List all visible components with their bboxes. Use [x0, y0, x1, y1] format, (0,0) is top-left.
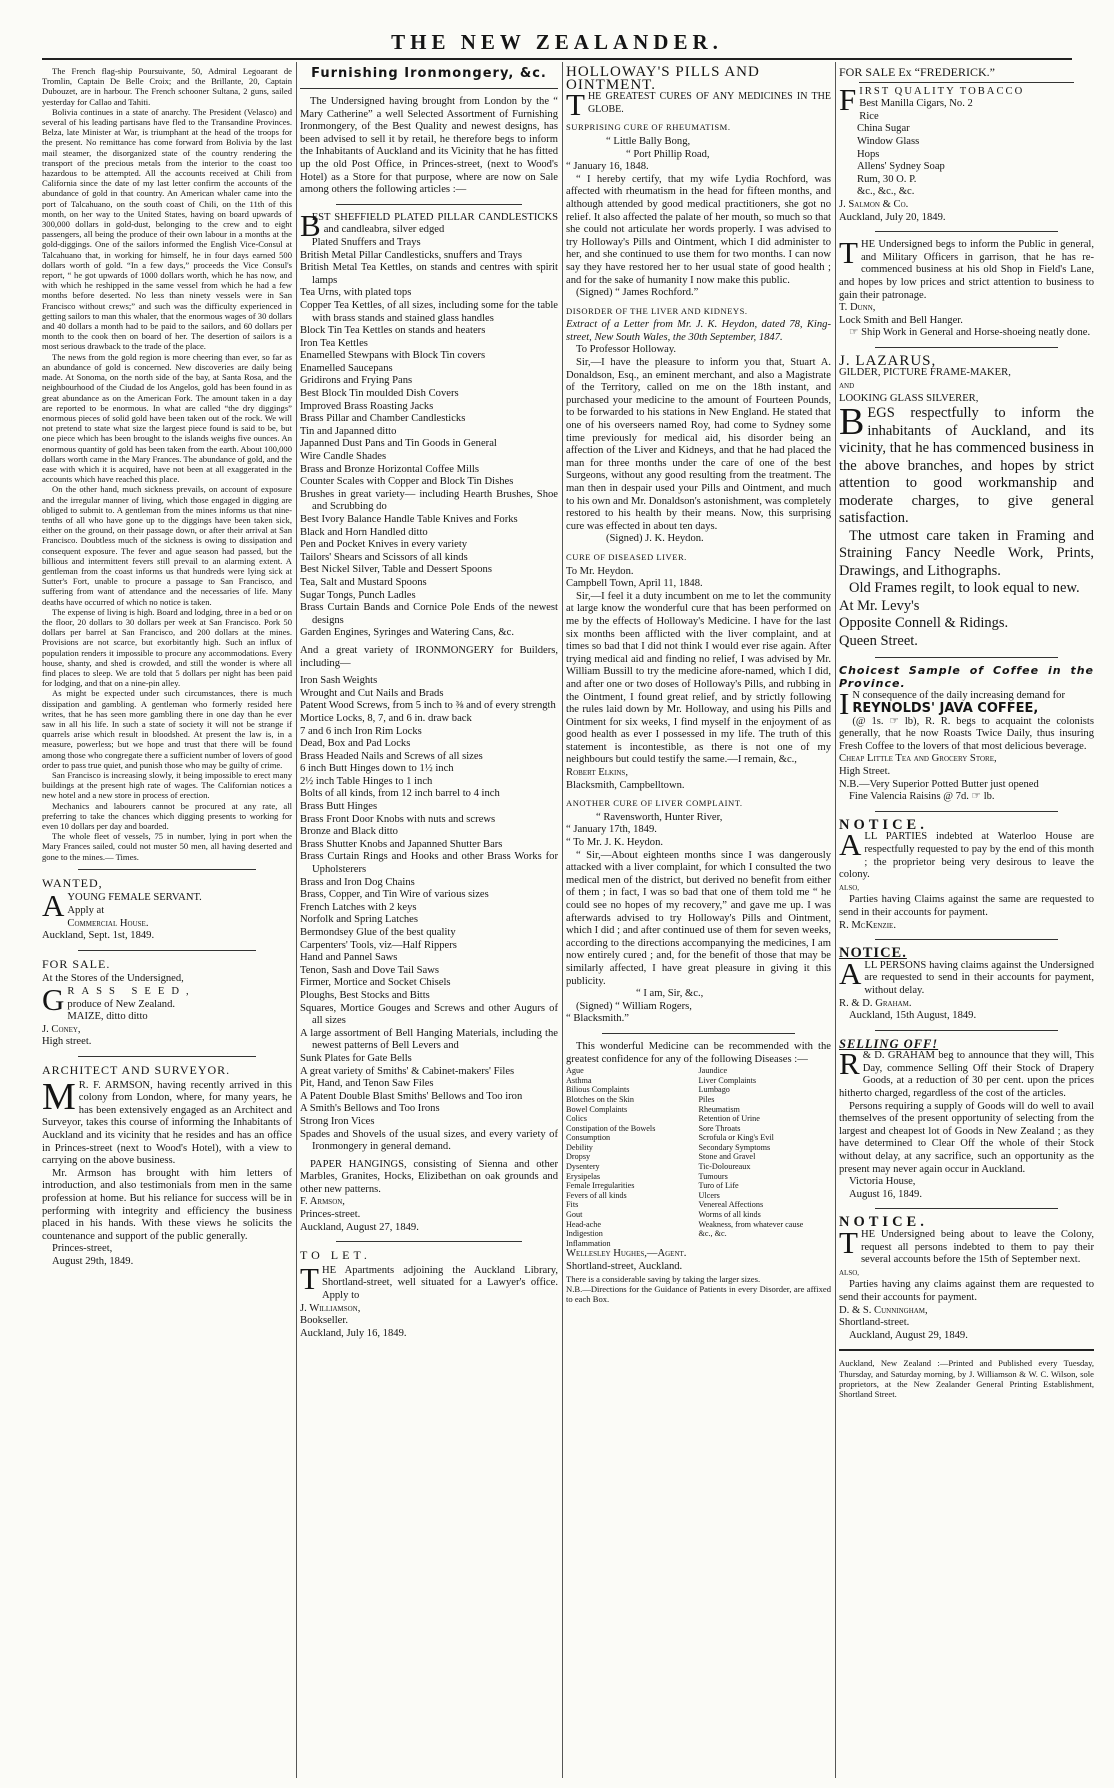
coffee-ad	[839, 665, 1094, 804]
ad-signature: T. Dunn,	[839, 302, 876, 314]
news-paragraph: The French flag-ship Poursuivante, 50, Admiral Legoarant de Tromlin, Captain De Belle Croix; and the Brillante, 20, Captain Dubouzet, are in harbour. The French schooner Sultana, 2 guns, sailed yesterday for Callao and Tahiti.	[42, 66, 292, 107]
product-name: REYNOLDS' JAVA COFFEE,	[852, 701, 1039, 717]
disease-item: Bowel Complaints	[566, 1104, 628, 1114]
list-item: Iron Tea Kettles	[300, 337, 368, 349]
ad-note: ☞ Ship Work in General and Horse-shoeing neatly done.	[849, 327, 1091, 339]
list-item: Window Glass	[857, 135, 920, 147]
ironmongery-ad	[300, 96, 558, 1234]
disease-item: Tic-Doloureaux	[698, 1162, 751, 1172]
list-item: 2½ inch Table Hinges to 1 inch	[300, 775, 433, 787]
list-item: Tea, Salt and Mustard Spoons	[300, 576, 427, 588]
letter-addressee: “ To Mr. J. K. Heydon.	[566, 837, 664, 849]
masthead: THE NEW ZEALANDER.	[391, 30, 723, 54]
disease-item: Dropsy	[566, 1152, 591, 1162]
locksmith-ad	[839, 235, 1094, 340]
divider	[602, 1033, 795, 1034]
drop-cap: F	[839, 81, 857, 117]
disease-item: &c., &c.	[698, 1229, 727, 1239]
ad-line: LOOKING GLASS SILVERER,	[839, 392, 979, 404]
ad-body: PAPER HANGINGS, consisting of Sienna and other Marbles, Granites, Hocks, Elizibethan on oak grounds and other new patterns.	[300, 1158, 558, 1195]
list-item: Copper Tea Kettles, of all sizes, including some for the table with brass stands and stained glass handles	[300, 299, 558, 324]
ad-title: FOR SALE.	[42, 956, 111, 971]
list-item: Firmer, Mortice and Socket Chisels	[300, 977, 451, 989]
ad-title: SELLING OFF!	[839, 1036, 939, 1051]
news-article	[42, 66, 292, 862]
list-item: Brass Curtain Bands and Cornice Pole Ends of the newest designs	[300, 602, 558, 626]
ad-signature: Bookseller.	[300, 1315, 348, 1327]
disease-item: Ague	[566, 1066, 584, 1076]
ad-line: RASS SEED,	[67, 986, 196, 997]
disease-item: Sore Throats	[698, 1123, 741, 1133]
divider	[875, 1030, 1058, 1031]
disease-item: Erysipelas	[566, 1171, 601, 1181]
ad-body: Parties having any claims against them are requested to send their accounts for payment.	[839, 1279, 1094, 1303]
disease-item: Inflammation	[566, 1238, 611, 1248]
disease-item: Indigestion	[566, 1229, 603, 1239]
list-item: Patent Wood Screws, from 5 inch to ⅜ and of every strength	[300, 700, 556, 712]
ad-line: ALSO,	[839, 883, 860, 892]
divider	[859, 82, 1074, 83]
disease-item: Retention of Urine	[698, 1114, 760, 1124]
column-2	[300, 66, 558, 1778]
list-item: Improved Brass Roasting Jacks	[300, 400, 434, 412]
divider	[336, 1241, 522, 1242]
list-item: Enamelled Saucepans	[300, 362, 393, 374]
divider	[78, 1056, 256, 1057]
list-item: Best Nickel Silver, Table and Dessert Spoons	[300, 564, 492, 576]
forsale-ad	[42, 958, 292, 1049]
list-item: Norfolk and Spring Latches	[300, 914, 418, 926]
ad-title: TO LET.	[300, 1248, 371, 1263]
selling-off-ad	[839, 1038, 1094, 1202]
ad-title: NOTICE.	[839, 1214, 928, 1231]
ad-title: J. LAZARUS,	[839, 352, 937, 369]
divider	[78, 950, 256, 951]
ad-line: High Street.	[839, 766, 891, 777]
list-item: Brass, Copper, and Tin Wire of various sizes	[300, 889, 489, 901]
section-head: SURPRISING CURE OF RHEUMATISM.	[566, 122, 731, 133]
ad-title: FOR SALE Ex “FREDERICK.”	[839, 66, 995, 79]
item-list	[300, 675, 558, 1154]
ad-body: HE Undersigned being about to leave the Colony, request all persons indebted to them to pay their several accounts before the 15th of September next.	[860, 1229, 1094, 1266]
list-item: Allens' Sydney Soap	[857, 161, 945, 173]
disease-item: Scrofula or King's Evil	[698, 1133, 774, 1143]
ad-signature: F. Armson,	[300, 1196, 345, 1208]
ad-line: At Mr. Levy's	[839, 597, 920, 614]
list-item: Pen and Pocket Knives in every variety	[300, 539, 468, 551]
disease-item: Ulcers	[698, 1190, 720, 1200]
address-line: Campbell Town, April 11, 1848.	[566, 578, 703, 590]
wanted-ad	[42, 877, 292, 943]
list-item: French Latches with 2 keys	[300, 901, 417, 913]
address-line: “ January 17th, 1849.	[566, 824, 657, 836]
ad-signature: J. Williamson,	[300, 1302, 361, 1314]
letter-signature: “ Blacksmith.”	[566, 1013, 629, 1025]
notice-graham	[839, 947, 1094, 1023]
ad-signature: Shortland-street.	[839, 1317, 910, 1329]
ad-body: Mr. Armson has brought with him letters of introduction, and also testimonials from men in the same profession at home. But his reliance for success will be in performing with integrity and efficiency the business placed in his hands. With these views he solicits the countenance and support of the public generally.	[42, 1167, 292, 1242]
drop-cap: M	[42, 1075, 76, 1118]
ad-line: Commercial House.	[67, 917, 149, 929]
ad-subtitle: HE GREATEST CURES OF ANY MEDICINES IN THE GLOBE.	[587, 91, 831, 115]
list-item: &c., &c., &c.	[857, 186, 915, 198]
ad-title: ARCHITECT AND SURVEYOR.	[42, 1062, 231, 1077]
ad-line: AND	[839, 382, 855, 391]
section-head: DISORDER OF THE LIVER AND KIDNEYS.	[566, 305, 748, 316]
disease-item: Turo of Life	[698, 1181, 739, 1191]
address-line: “ Port Phillip Road,	[626, 148, 710, 160]
ad-line: Apply at	[67, 905, 105, 917]
ad-line: Princes-street,	[52, 1243, 113, 1255]
ad-body: N consequence of the daily increasing demand for	[852, 690, 1066, 702]
list-item: Garden Engines, Syringes and Watering Cans, &c.	[300, 627, 515, 639]
list-item: Gridirons and Frying Pans	[300, 375, 413, 387]
letter-addressee: To Mr. Heydon.	[566, 565, 634, 577]
address-line: “ Little Bally Bong,	[606, 135, 691, 147]
ad-line: Fine Valencia Raisins @ 7d. ☞ lb.	[849, 791, 995, 803]
list-item: Dead, Box and Pad Locks	[300, 738, 411, 750]
drop-cap: G	[42, 982, 65, 1017]
list-item: Strong Iron Vices	[300, 1115, 375, 1127]
ad-line: IRST QUALITY TOBACCO	[859, 85, 1025, 97]
letter-body: “ I hereby certify, that my wife Lydia Rochford, was affected with rheumatism in the head for fifteen months, and although attended by good medical practitioners, she got no relief. It also affected the palate of her mouth, so much so that she could not articulate her words properly. I was advised to try Holloway's Pills and Ointment, which I did administer to her, and she continued to use them for two months. I can now say they have restored her to her usual state of good health ; and for the sake of humanity I now make this public.	[566, 173, 831, 286]
ad-date: Auckland, Sept. 1st, 1849.	[42, 930, 155, 942]
lazarus-body	[839, 401, 1094, 650]
list-item: Wrought and Cut Nails and Brads	[300, 687, 444, 699]
drop-cap: B	[839, 401, 865, 444]
ad-signature: R. McKenzie.	[839, 919, 896, 931]
drop-cap: R	[839, 1046, 860, 1082]
column-divider	[296, 62, 297, 1778]
list-item: Block Tin Tea Kettles on stands and heaters	[300, 325, 486, 337]
list-item: Ploughs, Best Stocks and Bitts	[300, 989, 430, 1001]
disease-item: Worms of all kinds	[698, 1210, 761, 1220]
notice-cunningham	[839, 1216, 1094, 1342]
drop-cap: T	[839, 1225, 858, 1260]
column-3	[566, 66, 831, 1778]
disease-item: Fevers of all kinds	[566, 1190, 627, 1200]
news-paragraph: The whole fleet of vessels, 75 in number, lying in port when the Mary Frances sailed, could not muster 50 men, all having deserted and gone to the mines.— Times.	[42, 831, 292, 862]
address-line: “ Ravensworth, Hunter River,	[596, 811, 723, 823]
news-paragraph: Mechanics and labourers cannot be procured at any rate, all preferring to take the chances which digging presents to working for even 10 dollars per day and boarded.	[42, 800, 292, 832]
ad-line: GILDER, PICTURE FRAME-MAKER,	[839, 367, 1011, 379]
list-item: Spades and Shovels of the usual sizes, and every variety of Ironmongery in general demand.	[300, 1128, 558, 1153]
address-line: “ January 16, 1848.	[566, 161, 649, 173]
list-item: British Metal Tea Kettles, on stands and centres with spirit lamps	[300, 262, 558, 286]
list-item: Brass Pillar and Chamber Candlesticks	[300, 413, 466, 425]
list-item: China Sugar	[857, 123, 910, 135]
ad-line: N.B.—Very Superior Potted Butter just opened	[839, 778, 1039, 790]
list-item: British Metal Pillar Candlesticks, snuffers and Trays	[300, 249, 522, 261]
ad-body: The Undersigned having brought from London by the “ Mary Catherine” a well Selected Assortment of Furnishing Ironmongery, of the Best Quality and newest designs, has been advised to sell it by retail, he therefore begs to inform the Inhabitants of Auckland and its Vicinity that he has fitted up the old Post Office, in Princes-street, (next to Wood's Hotel) as a Store for that purpose, where are now on Sale among others the following articles :—	[300, 96, 558, 196]
ad-title: HOLLOWAY'S PILLS AND	[566, 66, 760, 80]
agent-signature: Wellesley Hughes,—Agent.	[566, 1248, 687, 1260]
item-list	[300, 207, 558, 640]
list-item: Sugar Tongs, Punch Ladles	[300, 589, 416, 601]
ad-title: Furnishing Ironmongery, &c.	[311, 66, 547, 81]
list-item: Hops	[857, 148, 880, 160]
ad-body: EGS respectfully to inform the inhabitants of Auckland, and its vicinity, that he has commenced business in the above branches, and hopes by strict attention to good workmanship and moderate charges, to give general satisfaction.	[839, 405, 1094, 527]
disease-item: Secondary Symptoms	[698, 1142, 771, 1152]
notice-waterloo	[839, 816, 1094, 932]
divider	[336, 204, 522, 205]
ad-body: Persons requiring a supply of Goods will do well to avail themselves of the present opportunity of selecting from the largest and cheapest lot of Goods in New Zealand ; as they have determined to Clear Off the whole of their Stock without delay, at any sacrifice, such an opportunity as the present may never again occur in Auckland.	[839, 1100, 1094, 1175]
list-item: Best Manilla Cigars, No. 2	[859, 98, 973, 110]
drop-cap: B	[300, 207, 321, 243]
ad-title: OINTMENT.	[566, 76, 656, 93]
divider	[875, 811, 1058, 812]
ad-signature: J. Salmon & Co.	[839, 198, 909, 210]
holloway-ad	[566, 66, 831, 1304]
letter-body: Sir,—I have the pleasure to inform you that, Stuart A. Donaldson, Esq., an eminent merchant, and also a Magistrate of the Territory, called on me on the 18th instant, and purchased your medicine to the amount of Fourteen Pounds, to be forwarded to his stations in New England. He stated that one of his overseers named Roy, had come to Sydney some time previously for medical aid, his disorder being an affection of the Liver and Kidneys, and that he had placed the man for three months under the care of one of the best Surgeons, without any good resulting from the treatment. The man then in despair used your Pills and Ointment, and much to his own and Mr. Donaldson's astonishment, was completely restored to his health by their means. Now, this surprising cure was effected in about ten days.	[566, 357, 831, 532]
list-item: Brass and Bronze Horizontal Coffee Mills	[300, 463, 479, 475]
tobacco-ad	[839, 66, 1094, 224]
list-item: Best Block Tin moulded Dish Covers	[300, 388, 459, 400]
disease-item: Consumption	[566, 1133, 611, 1143]
ad-line: Cheap Little Tea and Grocery Store,	[839, 753, 997, 765]
disease-item: Piles	[698, 1094, 715, 1104]
drop-cap: A	[839, 955, 862, 991]
ad-note: N.B.—Directions for the Guidance of Patients in every Disorder, are affixed to each Box.	[566, 1283, 831, 1304]
ad-date: August 16, 1849.	[849, 1188, 922, 1200]
section-head: CURE OF DISEASED LIVER.	[566, 551, 687, 562]
lazarus-ad	[839, 352, 1094, 650]
list-item: Carpenters' Tools, viz—Half Rippers	[300, 939, 457, 951]
disease-item: Venereal Affections	[698, 1200, 764, 1210]
section-head: ANOTHER CURE OF LIVER COMPLAINT.	[566, 798, 743, 809]
news-paragraph: San Francisco is increasing slowly, it being impossible to erect many buildings at the present high rate of wages. The Californian notices a new hotel and a new store in process of erection.	[42, 770, 292, 801]
ad-body: HE Undersigned begs to inform the Public in general, and Military Officers in garrison, that he has re-commenced business at his old Shop in Field's Lane, and hopes by low prices and strict attention to business to gain their patronage.	[839, 239, 1094, 301]
letter-body: “ Sir,—About eighteen months since I was dangerously attacked with a liver complaint, for which I consulted the two medical men of the district, but derived no benefit from either of them ; in fact, I was so bad that one of them told me “ he could see no hopes of my recovery,” and gave me up. I was afterwards advised to try Holloway's Pills and Ointment, which I did ; and after continued use of them for seven weeks, according to the directions accompanying the medicines, I am now entirely cured ; and, for the benefit of those that may be similarly affected, I have great pleasure in giving it this publicity.	[566, 849, 831, 987]
letter-body: Sir,—I feel it a duty incumbent on me to let the community at large know the wonderful cure that has been performed on me by the effects of Holloway's Medicine. I have for the last six months been afflicted with the liver complaint, and at times so bad that I did not think I would ever rise again. After trying medical aid and finding no relief, I was advised by Mr. William Bussill to try the medicine afore-named, which I did, and after one or two doses of Holloway's Pills, and rubbing in the Ointment, I found great relief, and by strictly following the rules laid down by Mr. Holloway, and using his Pills and Ointment for six weeks, I find myself in the enjoyment of as good health as ever I possessed in my life. The truth of this statement is incontestible, as there is not one of my neighbours but could testify the same.—I remain, &c.,	[566, 590, 831, 766]
news-paragraph: The news from the gold region is more cheering than ever, so far as an abundance of gold is concerned. New discoveries are daily being made. At Sonoma, on the north side of the bay, at Santa Rosa, and the neighbourhood of the Ciudad de los Angelos, gold has been found in as great abundance as on the American Fork. The amount taken in a day are reported to be enormous. In what are called “the dry diggings” enormous pieces of solid gold have been taken out of the rock. We will not pretend to state what size the largest piece found is said to be, but one piece which has been brought to the islands weighs five ounces. An enormous quantity of gold has been taken from the earth. About 100,000 dollars worth came in the Mary Frances. The abundance of gold, and the ease with which it is acquired, have not been at all exaggerated in the accounts which have reached this place.	[42, 351, 292, 485]
list-item: A great variety of Smiths' & Cabinet-makers' Files	[300, 1065, 515, 1077]
ad-body: LL PERSONS having claims against the Undersigned are requested to send in their accounts for payment, without delay.	[864, 959, 1094, 996]
ad-date: Auckland, July 16, 1849.	[300, 1327, 407, 1339]
drop-cap: T	[566, 87, 585, 123]
list-item: Best Ivory Balance Handle Table Knives and Forks	[300, 514, 518, 525]
disease-item: Weakness, from whatever cause	[698, 1219, 804, 1229]
disease-item: Gout	[566, 1210, 583, 1220]
ad-signature: J. Coney,	[42, 1023, 81, 1035]
drop-cap: A	[839, 827, 862, 863]
ad-date: Auckland, July 20, 1849.	[839, 211, 946, 223]
drop-cap: T	[300, 1260, 319, 1296]
list-item: Pit, Hand, and Tenon Saw Files	[300, 1078, 434, 1090]
list-item: A large assortment of Bell Hanging Materials, including the newest patterns of Bell Levers and	[300, 1027, 558, 1052]
list-item: Brushes in great variety— including Hearth Brushes, Shoe and Scrubbing do	[300, 488, 558, 513]
disease-item: Jaundice	[698, 1066, 728, 1076]
list-item: Bermondsey Glue of the best quality	[300, 927, 456, 938]
list-item: Bronze and Black ditto	[300, 826, 398, 838]
list-item: Squares, Mortice Gouges and Screws and other Augurs of all sizes	[300, 1002, 558, 1027]
divider	[300, 88, 558, 89]
news-paragraph: On the other hand, much sickness prevails, on account of exposure and the irregular manner of living, which those engaged in digging are obliged to submit to. A gentleman from the mines informs us that nine-tenths of all who have gone up to the diggings have been taken sick, either on the ground, on their passage down, or after their arrival at San Francisco. Doubtless much of the sickness is owing to dissipation and consequent exposure. The fever and ague season had passed, but the billious and intermittent fevers still prevail to an alarming extent. A gentleman from the coast informs us that hundreds were lying sick at Sutter's Fort, unable to procure a passage to San Francisco, and suffering from want of attendance and the necessaries of life. Many deaths have occurred of which no notice is taken.	[42, 484, 292, 607]
list-item: Japanned Dust Pans and Tin Goods in General	[300, 438, 497, 450]
disease-item: Rheumatism	[698, 1104, 740, 1114]
item-list	[839, 98, 1094, 199]
list-item: Mortice Locks, 8, 7, and 6 in. draw back	[300, 712, 472, 724]
agent-address: Shortland-street, Auckland.	[566, 1261, 683, 1272]
divider	[875, 231, 1058, 232]
ad-line: Opposite Connell & Ridings.	[839, 615, 1009, 632]
column-1	[42, 66, 292, 1778]
news-paragraph: The expense of living is high. Board and lodging, three in a bed or on the floor, 20 dollars to 30 dollars per week at San Francisco. Pork 50 dollars per barrel at San Francisco, and 200 dollars at the mines. Provisions are not scarce, but exorbitantly high. Such an influx of population renders it impossible to procure any accommodations. Every house, shanty, and shed is crowded, and still the wonder is where all find places to sleep. We are told that 5 dollars per night has been paid for lodging, and that on a nine-pin alley.	[42, 606, 292, 689]
letter-extract: Extract of a Letter from Mr. J. K. Heydon, dated 78, King-street, New South Wales, the 30th September, 1847.	[566, 319, 831, 343]
divider	[839, 1349, 1094, 1351]
news-paragraph: As might be expected under such circumstances, there is much dissipation and gambling. A gentleman who formerly resided here writes, that he has seen more gambling there in one day than he ever saw in all his life. In such a state of society it will not be strange if quarrels arise which result in bloodshed. At present the law is, in a measure, powerless; but we hope and trust that there will be found among those who congregate there a sufficient number of lovers of good order to pass true quiet, and punish those who may be guilty of crime.	[42, 688, 292, 770]
disease-item: Fits	[566, 1200, 579, 1210]
letter-addressee: To Professor Holloway.	[576, 344, 677, 356]
list-item: Tenon, Sash and Dove Tail Saws	[300, 964, 439, 976]
disease-item: Tumours	[698, 1171, 728, 1181]
list-item: Wire Candle Shades	[300, 451, 387, 463]
ad-title: NOTICE.	[839, 816, 928, 833]
ad-subhead: And a great variety of IRONMONGERY for Builders, including—	[300, 644, 558, 669]
ad-body: Parties having Claims against the same are requested to send in their accounts for payment.	[839, 894, 1094, 918]
column-divider	[562, 62, 563, 1778]
ad-line: ALSO,	[839, 1268, 860, 1277]
ad-line: MAIZE, ditto ditto	[67, 1011, 148, 1023]
list-item: Plated Snuffers and Trays	[311, 236, 421, 248]
ad-signature: Princes-street.	[300, 1209, 361, 1221]
disease-column	[699, 1066, 832, 1248]
disease-item: Dysentery	[566, 1162, 600, 1172]
divider	[875, 1208, 1058, 1209]
ad-line: At the Stores of the Undersigned,	[42, 973, 184, 985]
drop-cap: T	[839, 235, 858, 271]
list-item: Tailors' Shears and Scissors of all kinds	[300, 551, 468, 563]
list-item: A Patent Double Blast Smiths' Bellows and Too iron	[300, 1090, 523, 1102]
disease-column	[566, 1066, 699, 1248]
list-item: 6 inch Butt Hinges down to 1½ inch	[300, 763, 454, 775]
letter-signature: (Signed) “ James Rochford.”	[576, 287, 699, 299]
disease-item: Blotches on the Skin	[566, 1094, 634, 1104]
list-item: Counter Scales with Copper and Block Tin Dishes	[300, 476, 514, 488]
ad-body: This wonderful Medicine can be recommended with the greatest confidence for any of the following Diseases :—	[566, 1040, 831, 1065]
list-item: Brass Curtain Rings and Hooks and other Brass Works for Upholsterers	[300, 851, 558, 876]
ad-date: Auckland, August 27, 1849.	[300, 1221, 419, 1233]
list-item: Hand and Pannel Saws	[300, 952, 398, 964]
disease-list	[566, 1066, 831, 1248]
letter-signature: “ I am, Sir, &c.,	[636, 988, 704, 1000]
ad-signature: D. & S. Cunningham,	[839, 1304, 928, 1316]
list-item: 7 and 6 inch Iron Rim Locks	[300, 725, 422, 737]
ad-line: Victoria House,	[849, 1176, 916, 1188]
list-item: Brass and Iron Dog Chains	[300, 876, 415, 888]
ad-body: Old Frames regilt, to look equal to new.	[849, 580, 1080, 597]
ad-body: R. F. ARMSON, having recently arrived in this colony from London, where, for many years, he has been extensively engaged as an Architect and Surveyor, takes this course of informing the Inhabitants of Auckland and its vicinity that he resides and has an office in Princes-street (next to Wood's Hotel), with a view to carrying on the above business.	[42, 1079, 292, 1167]
divider	[78, 869, 256, 870]
list-item: Iron Sash Weights	[300, 675, 378, 687]
architect-ad	[42, 1064, 292, 1269]
ad-signature: High street.	[42, 1036, 92, 1048]
ad-note: There is a considerable saving by taking the larger sizes.	[566, 1273, 761, 1284]
ad-line: produce of New Zealand.	[67, 998, 176, 1010]
disease-item: Female Irregularities	[566, 1181, 635, 1191]
ad-date: Auckland, 15th August, 1849.	[849, 1010, 977, 1022]
news-paragraph: Bolivia continues in a state of anarchy. The President (Velasco) and several of his leading partisans have fled to the Transandine Provinces. Belza, late Minister at War, is triumphant at the head of the troops for the present. No remittance has come forward from Bolivia by the last mail steamer, the disorganized state of the country rendering the transport of the precious metals from the interior to the coast too hazardous to be attempted. All the accounts received at Chili from California since the date of my last letter confirm the accounts of the abundance of gold in that country. An American whaler came into the port of Talcahuano, on the south coast of Chili, on the 11th of this month, on her way to the United States, having on board upwards of 300,000 dollars in gold-dust, belonging to the crew and to eight passengers, all being the produce of their own labour in a months at the gold-diggings. One of the sailors informed the English Vice-Consul at Talcahuano that, in working for himself, he in four days earned 500 dollars worth of gold. “In a few days,” proceeds the Vice Consul's report, “ he got upwards of 1000 dollars worth, which he has now, and with which he reshipped in the same vessel from which he had a few months before deserted. No less than ninety vessels were in San Francisco without crews;” and such was the difficulty experienced in getting sailors to man this whaler, that the enormous wages of 30 dollars and 40 dollars a month had to be paid to the sailors, and 60 dollars per month to the cook then on board of her. The desertion of sailors is a most serious drawback to the trade of the place.	[42, 106, 292, 352]
ad-line: Queen Street.	[839, 632, 918, 649]
divider	[875, 347, 1058, 348]
list-item: EST SHEFFIELD PLATED PILLAR CANDLESTICKS and candleabra, silver edged	[311, 211, 558, 236]
ad-body: & D. GRAHAM beg to announce that they will, This Day, commence Selling Off their Stock of Drapery Goods, at a reduction of 30 per cent. upon the prices hitherto charged, regardless of the cost of the articles.	[839, 1050, 1094, 1100]
column-divider	[835, 62, 836, 1778]
list-item: Brass Shutter Knobs and Japanned Shutter Bars	[300, 838, 503, 850]
disease-item: Liver Complaints	[698, 1075, 757, 1085]
drop-cap: A	[42, 888, 65, 924]
disease-item: Debility	[566, 1142, 593, 1152]
letter-signature: (Signed) “ William Rogers,	[576, 1000, 692, 1012]
ad-signature: R. & D. Graham.	[839, 997, 912, 1009]
column-4	[839, 66, 1094, 1778]
letter-signature: (Signed) J. K. Heydon.	[606, 533, 704, 545]
list-item: Black and Horn Handled ditto	[300, 526, 428, 538]
ad-title: WANTED,	[42, 875, 103, 890]
ad-body: The utmost care taken in Framing and Straining Fancy Needle Work, Prints, Drawings, and Lithographs.	[839, 527, 1094, 579]
ad-title: Choicest Sample of Coffee in the Province.	[839, 664, 1094, 690]
disease-item: Asthma	[566, 1075, 592, 1085]
ad-line: YOUNG FEMALE SERVANT.	[67, 892, 202, 904]
disease-item: Constipation of the Bowels	[566, 1123, 656, 1133]
ad-date: August 29th, 1849.	[52, 1255, 134, 1267]
list-item: Tea Urns, with plated tops	[300, 287, 412, 299]
list-item: Rice	[859, 110, 879, 122]
letter-signature: Blacksmith, Campbelltown.	[566, 779, 685, 791]
masthead-rule	[42, 58, 1072, 60]
ad-body: HE Apartments adjoining the Auckland Library, Shortland-street, well situated for a Lawyer's office. Apply to	[321, 1264, 558, 1302]
list-item: Brass Butt Hinges	[300, 801, 378, 813]
ad-date: Auckland, August 29, 1849.	[849, 1329, 968, 1341]
list-item: Bolts of all kinds, from 12 inch barrel to 4 inch	[300, 788, 500, 800]
divider	[875, 657, 1058, 658]
list-item: Sunk Plates for Gate Bells	[300, 1052, 412, 1064]
list-item: Tin and Japanned ditto	[300, 425, 397, 437]
list-item: Rum, 30 O. P.	[857, 173, 917, 185]
disease-item: Colics	[566, 1114, 587, 1124]
ad-signature: Lock Smith and Bell Hanger.	[839, 314, 963, 326]
imprint: Auckland, New Zealand :—Printed and Published every Tuesday, Thursday, and Saturday morning, by J. Williamson & W. C. Wilson, sole proprietors, at the New Zealander General Printing Establishment, Shortland Street.	[839, 1358, 1094, 1399]
drop-cap: I	[839, 686, 850, 722]
list-item: Brass Headed Nails and Screws of all sizes	[300, 750, 483, 762]
letter-signature: Robert Elkins,	[566, 767, 628, 779]
list-item: A Smith's Bellows and Too Irons	[300, 1103, 440, 1115]
disease-item: Head-ache	[566, 1219, 601, 1229]
list-item: Enamelled Stewpans with Block Tin covers	[300, 350, 486, 362]
disease-item: Bilious Complaints	[566, 1085, 630, 1095]
ad-body: LL PARTIES indebted at Waterloo House are respectfully requested to pay by the end of this month ; the proprietor being very desirous to leave the colony.	[839, 831, 1094, 881]
list-item: Brass Front Door Knobs with nuts and screws	[300, 813, 496, 825]
disease-item: Lumbago	[698, 1085, 730, 1095]
ad-body: (@ 1s. ☞ lb), R. R. begs to acquaint the colonists generally, that he now Roasts Twice Daily, thus insuring Fresh Coffee to the lovers of that most delicious beverage.	[839, 715, 1094, 752]
ad-title: NOTICE.	[839, 945, 907, 962]
tolet-ad	[300, 1249, 558, 1340]
divider	[875, 939, 1058, 940]
disease-item: Stone and Gravel	[698, 1152, 756, 1162]
